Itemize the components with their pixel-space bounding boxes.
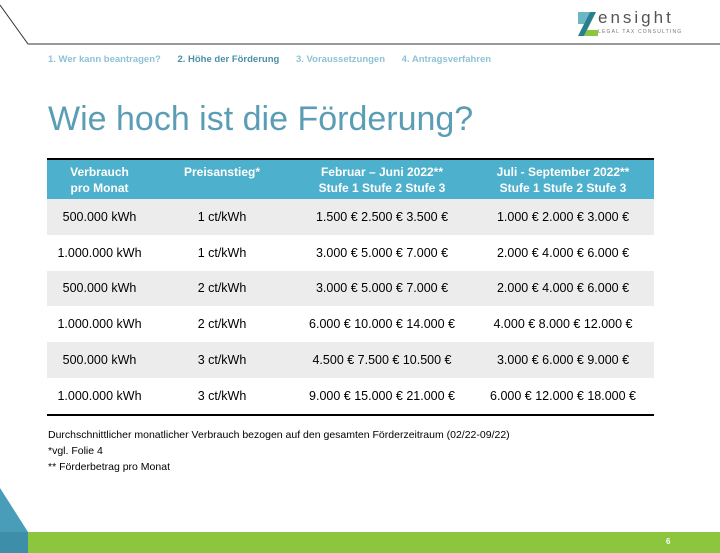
nav-item-voraussetzungen[interactable]: 3. Voraussetzungen	[295, 54, 386, 65]
cell-verbrauch: 500.000 kWh	[47, 199, 152, 235]
cell-februar-juni: 9.000 € 15.000 € 21.000 €	[292, 378, 472, 415]
cell-juli-september: 4.000 € 8.000 € 12.000 €	[493, 317, 633, 332]
cell-juli-september: 3.000 € 6.000 € 9.000 €	[472, 342, 654, 378]
nav-item-hoehe-der-foerderung[interactable]: 2. Höhe der Förderung	[177, 54, 280, 65]
page-number: 6	[666, 537, 671, 546]
cell-preisanstieg: 3 ct/kWh	[152, 378, 292, 415]
cell-verbrauch: 500.000 kWh	[47, 271, 152, 307]
cell-preisanstieg: 1 ct/kWh	[152, 199, 292, 235]
header-juli-september: Juli - September 2022** Stufe 1 Stufe 2 Stufe 3	[472, 159, 654, 199]
table-row	[47, 306, 654, 342]
section-navigation	[48, 54, 505, 65]
cell-juli-september: 2.000 € 4.000 € 6.000 €	[472, 271, 654, 307]
cell-preisanstieg: 3 ct/kWh	[152, 342, 292, 378]
cell-verbrauch: 1.000.000 kWh	[47, 378, 152, 415]
cell-preisanstieg: 1 ct/kWh	[197, 245, 247, 260]
table-row	[47, 271, 654, 307]
nav-item-wer-kann-beantragen[interactable]: 1. Wer kann beantragen?	[48, 54, 161, 65]
cell-verbrauch: 500.000 kWh	[47, 342, 152, 378]
footnote-folie: *vgl. Folie 4	[48, 445, 103, 457]
cell-preisanstieg: 2 ct/kWh	[197, 317, 247, 332]
table-row	[47, 199, 654, 235]
footnote-verbrauch: Durchschnittlicher monatlicher Verbrauch bezogen auf den gesamten Förderzeitraum (02/22-09/22)	[48, 429, 510, 441]
page-title: Wie hoch ist die Förderung?	[48, 100, 474, 138]
table-row	[47, 378, 654, 415]
cell-juli-september: 1.000 € 2.000 € 3.000 €	[472, 199, 654, 235]
cell-februar-juni: 1.500 € 2.500 € 3.500 €	[292, 199, 472, 235]
brand-tagline: LEGAL TAX CONSULTING	[598, 29, 683, 35]
footnote-foerderbetrag: ** Förderbetrag pro Monat	[48, 461, 170, 473]
funding-table	[47, 158, 654, 416]
brand-name: ensight	[598, 8, 674, 27]
cell-februar-juni: 6.000 € 10.000 € 14.000 €	[309, 317, 455, 332]
cell-februar-juni: 3.000 € 5.000 € 7.000 €	[292, 271, 472, 307]
footnotes	[48, 427, 510, 475]
header-preisanstieg: Preisanstieg*	[152, 159, 292, 199]
table-row	[47, 342, 654, 378]
table-row	[47, 235, 654, 271]
cell-juli-september: 6.000 € 12.000 € 18.000 €	[472, 378, 654, 415]
cell-preisanstieg: 2 ct/kWh	[152, 271, 292, 307]
header-verbrauch: Verbrauch pro Monat	[47, 159, 152, 199]
cell-verbrauch: 1.000.000 kWh	[57, 317, 142, 332]
cell-februar-juni: 4.500 € 7.500 € 10.500 €	[292, 342, 472, 378]
header-februar-juni: Februar – Juni 2022** Stufe 1 Stufe 2 Stufe 3	[292, 159, 472, 199]
nav-item-antragsverfahren[interactable]: 4. Antragsverfahren	[401, 54, 492, 65]
cell-juli-september: 2.000 € 4.000 € 6.000 €	[496, 245, 630, 260]
cell-februar-juni: 3.000 € 5.000 € 7.000 €	[315, 245, 449, 260]
cell-verbrauch: 1.000.000 kWh	[57, 245, 142, 260]
table-header-row	[47, 159, 654, 199]
footer-decoration	[0, 480, 720, 553]
